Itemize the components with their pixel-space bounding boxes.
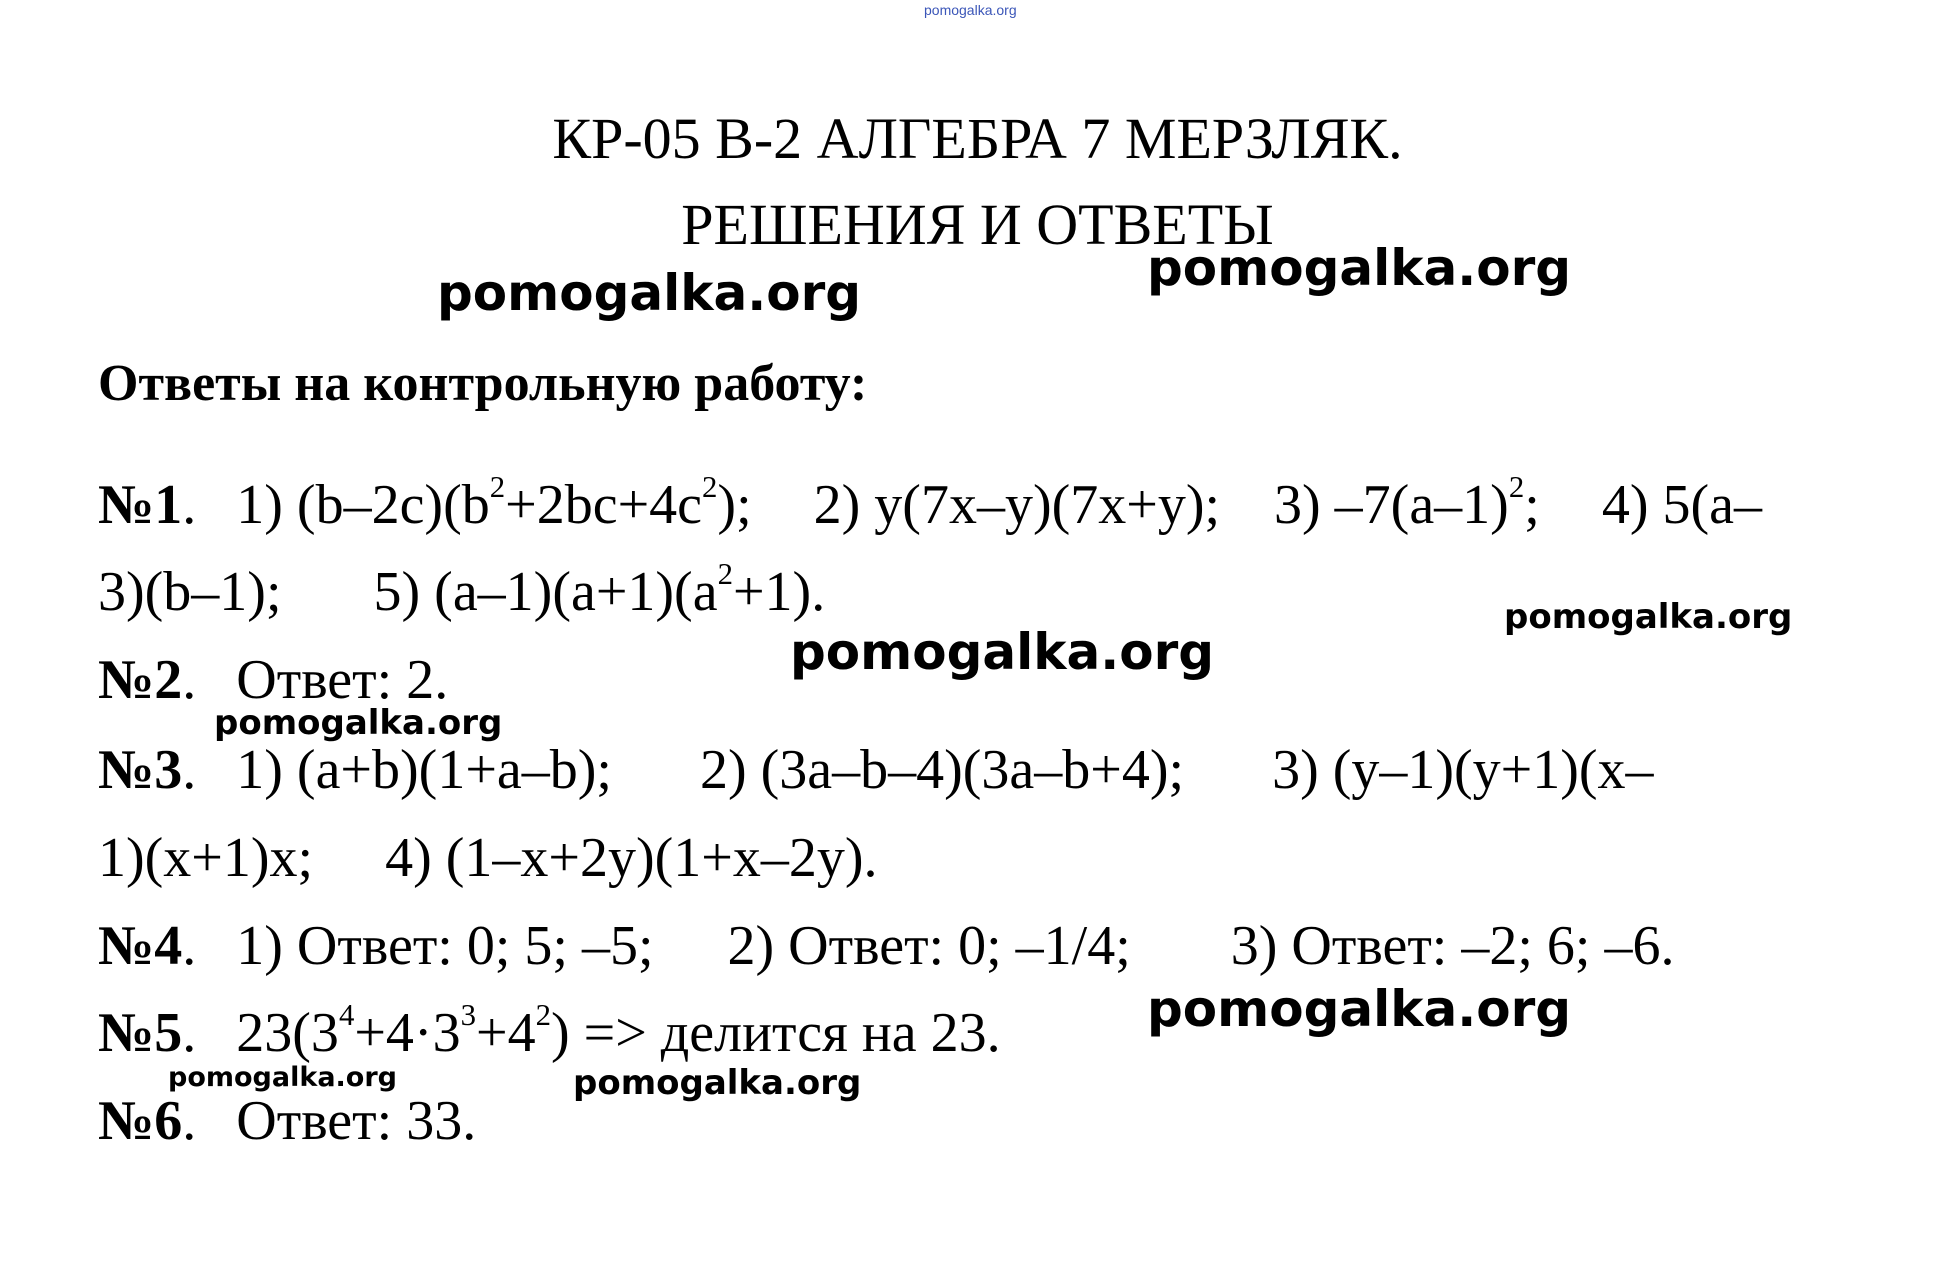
answer-3-part-1: 1) (a+b)(1+a–b); [236,739,612,801]
task-number: №2 [98,649,183,711]
answer-1-part-5: 5) $(a-1)(a+1)(a^2+1)$. [373,556,826,623]
answer-6-text: Ответ: 33. [236,1090,477,1152]
answer-5-line: №5. $23(3^4+4\cdot 3^3+4^2)$ => делится на 23. [98,997,1001,1064]
watermark-text: pomogalka.org [1147,980,1572,1038]
task-number: №3 [98,739,183,801]
answer-1-line-2 [98,556,826,623]
answer-2-line: №2. Ответ: 2. [98,649,449,711]
answer-2-text: Ответ: 2. [236,649,449,711]
answer-6-line: №6. Ответ: 33. [98,1090,477,1152]
answer-5-text: $23(3^4+4\cdot 3^3+4^2)$ => делится на 23. [236,997,1001,1064]
watermark-text: pomogalka.org [1147,239,1572,297]
watermark-text: pomogalka.org [214,703,503,743]
answer-3-line-1: №3. 1) (a+b)(1+a–b); 2) (3a–b–4)(3a–b+4); 3) (y–1)(y+1)(x– [98,739,1654,801]
answer-1-part-4-cont: 3)(b–1); [98,561,282,623]
watermark-text: pomogalka.org [437,264,862,322]
answer-1-part-3: 3) $-7(a-1)^2$; [1274,469,1540,536]
answer-4-part-3: 3) Ответ: –2; 6; –6. [1230,915,1675,977]
watermark-text: pomogalka.org [1504,597,1793,637]
answer-1-part-1: 1) $(b-2c)(b^2+2bc+4c^2)$; [236,469,752,536]
task-number: №5 [98,1002,183,1064]
page-subtitle: РЕШЕНИЯ И ОТВЕТЫ [681,192,1274,257]
task-number: №6 [98,1090,183,1152]
answer-3-part-3: 3) (y–1)(y+1)(x– [1272,739,1654,801]
answer-4-line: №4. 1) Ответ: 0; 5; –5; 2) Ответ: 0; –1/4; 3) Ответ: –2; 6; –6. [98,915,1675,977]
answer-4-part-1: 1) Ответ: 0; 5; –5; [236,915,654,977]
answer-3-part-2: 2) (3a–b–4)(3a–b+4); [699,739,1185,801]
answer-1-part-4: 4) 5(a– [1601,474,1762,536]
answer-3-part-3-cont: 1)(x+1)x; [98,827,314,889]
answer-1-line-1: №1. 1) $(b-2c)(b^2+2bc+4c^2)$; 2) y(7x–y)(7x+y); 3) $-7(a-1)^2$; 4) 5(a– [98,469,1762,536]
watermark-text: pomogalka.org [168,1062,397,1093]
task-number: №4 [98,915,183,977]
answer-4-part-2: 2) Ответ: 0; –1/4; [727,915,1131,977]
answers-heading: Ответы на контрольную работу: [98,355,868,412]
answer-3-part-4: 4) (1–x+2y)(1+x–2y). [385,827,878,889]
site-link[interactable]: pomogalka.org [924,2,1017,18]
watermark-text: pomogalka.org [790,623,1215,681]
task-number: №1 [98,474,183,536]
answer-1-part-2: 2) y(7x–y)(7x+y); [813,474,1221,536]
page-title: КР-05 В-2 АЛГЕБРА 7 МЕРЗЛЯК. [552,106,1403,171]
answer-3-line-2 [98,827,878,889]
watermark-text: pomogalka.org [573,1063,862,1103]
